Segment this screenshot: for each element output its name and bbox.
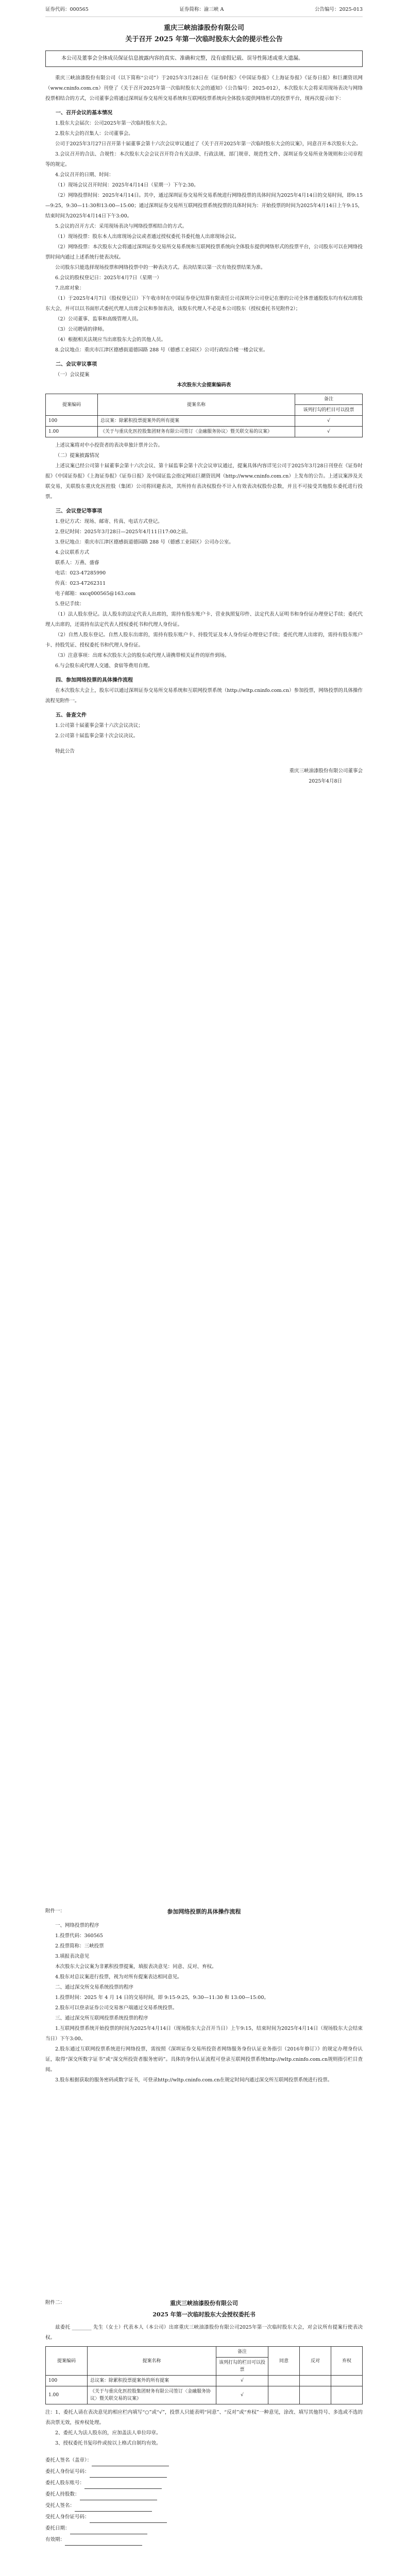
section-item: （2）网络投票时间：2025年4月14日。其中，通过深圳证券交易所交易系统进行网络投票的具体时间为2025年4月14日的交易时间，即9:15—9:25，9:30—11:30和13:00—15:00；通过深圳证券交易所互联网投票系统投票的具体时间为：开始投票的时间为2025年4月14日上午9:15，结束时间为2025年4月14日下午3:00。 bbox=[45, 193, 363, 219]
section-heading: 三、会议登记等事项 bbox=[56, 509, 102, 514]
signature-org: 重庆三峡油漆股份有限公司董事会 bbox=[289, 768, 363, 774]
table-row bbox=[46, 416, 363, 427]
field-blank[interactable] bbox=[84, 2482, 162, 2489]
proxy-note: 3、授权委托书复印件或按以上格式自制均有效。 bbox=[55, 2441, 161, 2446]
procedure-item: 本次股东大会议案为非累积投票提案，填报表决意见：同意、反对、弃权。 bbox=[55, 1964, 217, 1970]
contact-email: 电子邮箱：sxcq000565@163.com bbox=[55, 591, 136, 597]
section-item: 4.会议联系方式 bbox=[55, 550, 90, 555]
field-blank[interactable] bbox=[80, 2494, 157, 2500]
table-header-cell: 备注 bbox=[295, 394, 363, 405]
proxy-vote-table bbox=[45, 2346, 363, 2404]
table-cell: √ bbox=[295, 427, 363, 437]
table-header-cell: 提案编码 bbox=[46, 394, 98, 416]
section-item: （4）根据相关法规应当出席股东大会的其他人员。 bbox=[55, 337, 166, 343]
procedure-item: 1.投票代码：360565 bbox=[55, 1933, 103, 1939]
vote-cell-agree[interactable] bbox=[268, 2386, 300, 2404]
table-cell: 100 bbox=[46, 416, 98, 427]
section-item: 8.会议地点：重庆市江津区德感街道德园路 288 号（德感工业园区）公司行政综合楼一楼会议室。 bbox=[55, 347, 268, 353]
table-header-cell: 同意 bbox=[268, 2347, 300, 2376]
field-blank[interactable] bbox=[65, 2539, 142, 2546]
company-title: 重庆三峡油漆股份有限公司 bbox=[163, 24, 244, 32]
section-item: （1）现场会议召开时间：2025年4月14日（星期一）下午2:30。 bbox=[55, 182, 199, 188]
table-header-cell: 备注 bbox=[216, 2347, 268, 2358]
signature-date: 2025年4月8日 bbox=[309, 778, 342, 784]
contact-phone: 电话：023-47285990 bbox=[55, 570, 106, 576]
section-item: 5.会议的召开方式：采用现场表决与网络投票相结合的方式。 bbox=[55, 224, 188, 229]
section-item: 3.登记地点：重庆市江津区德感街道德园路 288 号（德感工业园区）公司办公室。 bbox=[55, 539, 234, 545]
field-label: 委托人持股数： bbox=[45, 2492, 80, 2497]
procedure-item: 1.投票时间：2025 年 4 月 14 日的交易时间，即 9:15-9:25，9:30—11:30 和 13:00—15:00。 bbox=[55, 1995, 269, 2001]
proxy-company-title: 重庆三峡油漆股份有限公司 bbox=[170, 2300, 238, 2307]
section-heading: 五、备查文件 bbox=[56, 713, 87, 718]
field-blank[interactable] bbox=[92, 2460, 169, 2466]
vote-cell-abstain[interactable] bbox=[331, 2386, 363, 2404]
table-header-cell: 提案名称 bbox=[98, 394, 295, 416]
table-row bbox=[46, 427, 363, 437]
section-item: （1）法人股东登记。法人股东的法定代表人出席的，需持有股东账户卡、营业执照复印件、法定代表人证明书和身份证办理登记手续；委托代理人出席的，还需持有法定代表人授权委托书和代理人身份证。 bbox=[45, 612, 363, 628]
proxy-field bbox=[45, 2455, 363, 2466]
contact-person: 联系人：万燕、盛睿 bbox=[55, 560, 99, 566]
proxy-form-title: 2025 年第一次临时股东大会授权委托书 bbox=[152, 2311, 256, 2318]
field-blank[interactable] bbox=[70, 2528, 147, 2534]
attachment-title: 参加网络投票的具体操作流程 bbox=[167, 1908, 241, 1915]
vote-cell-agree[interactable] bbox=[268, 2376, 300, 2386]
attachment-one bbox=[45, 1906, 363, 2086]
vote-cell-against[interactable] bbox=[300, 2386, 331, 2404]
field-label: 委托人签名（盖章）： bbox=[45, 2458, 92, 2463]
section-item: 7.出席对象： bbox=[55, 285, 84, 291]
field-label: 委托日期： bbox=[45, 2526, 70, 2531]
proposal-table bbox=[45, 394, 363, 437]
notice-number: 公告编号：2025-013 bbox=[314, 7, 363, 12]
disclaimer-box: 本公司及董事会全体成员保证信息披露内容的真实、准确和完整，没有虚假记载、误导性陈述或重大遗漏。 bbox=[45, 50, 363, 67]
proxy-paragraph: 兹委托 ________ 先生（女士）代表本人（本公司）出席重庆三峡油漆股份有限公司2025年第一次临时股东大会，对会议所有提案行使表决权。 bbox=[45, 2325, 363, 2341]
procedure-item: 3.股东根据获取的服务密码或数字证书，可登录http://wltp.cninfo.com.cn在规定时间内通过深交所互联网投票系统进行投票。 bbox=[55, 2077, 333, 2083]
procedure-item: 2.股东通过互联网投票系统进行网络投票，需按照《深圳证券交易所投资者网络服务身份认证业务指引（2016年修订）》的规定办理身份认证，取得“深交所数字证书”或“深交所投资者服务密码”。具体的身份认证流程可登录互联网投票系统http://wltp.cninfo.com.cn规则指引栏目查阅。 bbox=[45, 2046, 363, 2073]
section-item: （2）自然人股东登记。自然人股东出席的，需持有股东账户卡、持股凭证及本人身份证办理登记手续；委托代理人出席的，需持有股东账户卡、持股凭证、授权委托书和代理人身份证。 bbox=[45, 632, 363, 648]
table-header-cell: 该列打勾的栏目可以投票 bbox=[295, 405, 363, 416]
section-item: （3）注意事项：出席本次股东大会的股东或代理人请携带相关证件的原件到场。 bbox=[55, 653, 230, 658]
procedure-item: 1.互联网投票系统开始投票的时间为2025年4月14日（现场股东大会召开当日）上午9:15，结束时间为2025年4月14日（现场股东大会结束当日）下午3:00。 bbox=[45, 2026, 363, 2042]
section-heading: 四、参加网络投票的具体操作流程 bbox=[56, 677, 133, 683]
notice-title: 关于召开 2025 年第一次临时股东大会的提示性公告 bbox=[125, 36, 283, 43]
section-item: （1）于2025年4月7日（股权登记日）下午收市时在中国证券登记结算有限责任公司深圳分公司登记在册的公司全体普通股股东均有权出席股东大会，并可以以书面形式委托代理人出席会议和参加表决，该股东代理人不必是本公司股东（授权委托书见附件2）； bbox=[45, 296, 363, 312]
proxy-field bbox=[45, 2512, 363, 2523]
field-blank[interactable] bbox=[90, 2471, 167, 2478]
section-item: 1.股东大会届次：公司2025年第一次临时股东大会。 bbox=[55, 121, 171, 126]
field-label: 受托人身份证号码： bbox=[45, 2514, 90, 2520]
field-label: 有效期： bbox=[45, 2537, 65, 2543]
stock-short-name: 证券简称：渝三峡 A bbox=[179, 7, 224, 12]
proxy-field bbox=[45, 2500, 363, 2512]
table-header-cell: 反对 bbox=[300, 2347, 331, 2376]
procedure-item: 二、通过深交所交易系统投票的程序 bbox=[55, 1985, 134, 1990]
table-note: 上述议案将对中小投资者的表决单独计票并公告。 bbox=[55, 443, 163, 448]
contact-fax: 传真：023-47262311 bbox=[55, 581, 106, 586]
table-cell: 总议案：除累积投票提案外的所有提案 bbox=[98, 416, 295, 427]
section-item: 4.会议召开的日期、时间： bbox=[55, 172, 114, 178]
proxy-note: 注：1、委托人请在表决意见的相应栏内填写“○”或“√”，投票人只能表明“同意”、“反对”或“弃权”一种意见，涂改、填写其他符号、多选或不选的表决票无效，按弃权处理。 bbox=[45, 2410, 363, 2426]
main-notice bbox=[45, 23, 363, 787]
section-item: 1.登记方式：现场、邮寄、传真、电话方式登记。 bbox=[55, 519, 163, 524]
vote-cell-against[interactable] bbox=[300, 2376, 331, 2386]
disclosure-paragraph: 上述议案已经公司第十届董事会第十六次会议、第十届监事会第十次会议审议通过，提案具体内容详见公司于2025年3月28日刊登在《证券时报》《中国证券报》《上海证券报》《证券日报》及中国证监会指定网站巨潮资讯网（http://www.cninfo.com.cn）上发布的公告。上述议案涉及关联交易，关联股东重庆化医控股（集团）公司将回避表决，其所持有表决权股份不计入有效表决权股份总数，并且不可接受其他股东委托进行投票。 bbox=[45, 463, 363, 500]
field-label: 委托人身份证号码： bbox=[45, 2469, 90, 2475]
table-cell: 《关于与重庆化医控股集团财务有限公司签订〈金融服务协议〉暨关联交易的议案》 bbox=[88, 2386, 216, 2404]
attachment-label: 附件一： bbox=[45, 1908, 65, 1914]
table-cell: √ bbox=[216, 2376, 268, 2386]
table-cell: 1.00 bbox=[46, 427, 98, 437]
proxy-note: 2、委托人为法人股东的，应加盖法人单位印章。 bbox=[55, 2430, 161, 2436]
table-cell: 《关于与重庆化医控股集团财务有限公司签订〈金融服务协议〉暨关联交易的议案》 bbox=[98, 427, 295, 437]
proxy-fields bbox=[45, 2455, 363, 2546]
table-cell: √ bbox=[216, 2386, 268, 2404]
section-item: （3）公司聘请的律师。 bbox=[55, 327, 108, 332]
table-header-cell: 弃权 bbox=[331, 2347, 363, 2376]
table-cell: √ bbox=[295, 416, 363, 427]
closing-text: 特此公告 bbox=[55, 749, 75, 754]
stock-code: 证券代码：000565 bbox=[45, 7, 89, 12]
table-header-cell: 提案名称 bbox=[88, 2347, 216, 2376]
table-header-row bbox=[46, 394, 363, 405]
table-cell: 1.00 bbox=[46, 2386, 88, 2404]
procedure-item: 3.填报表决意见 bbox=[55, 1954, 90, 1959]
section-item: 2.股东大会的召集人：公司董事会。 bbox=[55, 131, 133, 137]
section-item: 2.登记时间：2025年3月28日—2025年4月11日17:00之前。 bbox=[55, 529, 191, 535]
section-item: （2）公司董事、监事和高级管理人员。 bbox=[55, 316, 142, 322]
procedure-item: 一、网络投票的程序 bbox=[55, 1923, 99, 1928]
proxy-field bbox=[45, 2466, 363, 2478]
field-blank[interactable] bbox=[75, 2505, 152, 2512]
section-item: （1）现场投票：股东本人出席现场会议或者通过授权委托书委托他人出席现场会议。 bbox=[55, 234, 240, 240]
field-label: 受托人签名： bbox=[45, 2503, 75, 2509]
procedure-item: 2.股东可以登录证券公司交易客户端通过交易系统投票。 bbox=[55, 2005, 178, 2011]
intro-paragraph: 重庆三峡油漆股份有限公司（以下简称“公司”）于2025年3月28日在《证券时报》《中国证券报》《上海证券报》《证券日报》和巨潮资讯网（www.cninfo.com.cn）刊登了《关于召开2025年第一次临时股东大会的通知》（公告编号：2025-012），本次股东大会将采用现场表决与网络投票相结合的方式，公司董事会将通过深圳证券交易所交易系统和互联网投票系统向全体股东提供网络形式的投票平台，现再次提示如下： bbox=[45, 75, 363, 101]
section-heading: 一、召开会议的基本情况 bbox=[56, 110, 112, 116]
section-item: 公司于2025年3月27日召开第十届董事会第十六次会议审议通过了《关于召开2025年第一次临时股东大会的议案》，同意召开本次股东大会。 bbox=[55, 141, 361, 147]
vote-cell-abstain[interactable] bbox=[331, 2376, 363, 2386]
section-item: 5.登记手续： bbox=[55, 601, 84, 607]
section-heading: 二、会议审议事项 bbox=[56, 362, 97, 367]
subsection-heading: （一）会议提案 bbox=[55, 372, 90, 378]
section-item: 公司股东只能选择现场投票和网络投票中的一种表决方式。表决结果以第一次有效投票结果为准。 bbox=[55, 265, 266, 270]
reference-item: 1.公司第十届董事会第十六次会议决议； bbox=[55, 723, 143, 728]
section-item: 6.与会股东或代理人交通、食宿等费用自理。 bbox=[55, 663, 153, 669]
attachment-label: 附件二： bbox=[45, 2300, 65, 2306]
table-header-row bbox=[46, 2347, 363, 2358]
table-row bbox=[46, 2386, 363, 2404]
proxy-field bbox=[45, 2489, 363, 2500]
proxy-field bbox=[45, 2534, 363, 2546]
section-item: （2）网络投票：本次股东大会将通过深圳证券交易所交易系统和互联网投票系统向全体股东提供网络形式的投票平台，公司股东可以在网络投票时间内通过上述系统行使表决权。 bbox=[45, 244, 363, 260]
table-cell: 总议案：除累积投票提案外的所有提案 bbox=[88, 2376, 216, 2386]
procedure-item: 4.股东对总议案进行投票，视为对所有提案表达相同意见。 bbox=[55, 1974, 182, 1980]
section-item: 6.会议的股权登记日：2025年4月7日（星期一） bbox=[55, 275, 162, 281]
document-header bbox=[45, 1, 363, 17]
procedure-item: 2.投票简称：三峡投票 bbox=[55, 1943, 104, 1949]
table-caption: 本次股东大会提案编码表 bbox=[177, 382, 231, 388]
proxy-field bbox=[45, 2523, 363, 2534]
table-row bbox=[46, 2376, 363, 2386]
proxy-field bbox=[45, 2478, 363, 2489]
attachment-two bbox=[45, 2298, 363, 2546]
table-header-cell: 该列打勾的栏目可以投票 bbox=[216, 2358, 268, 2376]
section-item: 3.会议召开的合法、合规性：本次股东大会会议召开符合有关法律、行政法规、部门规章、规范性文件、深圳证券交易所业务规则和公司章程等的规定。 bbox=[45, 151, 363, 167]
table-header-cell: 提案编码 bbox=[46, 2347, 88, 2376]
table-cell: 100 bbox=[46, 2376, 88, 2386]
procedure-item: 三、通过深交所互联网投票系统投票的程序 bbox=[55, 2015, 148, 2021]
section-paragraph: 在本次股东大会上，股东可以通过深圳证券交易所交易系统和互联网投票系统（http://wltp.cninfo.com.cn）参加投票，网络投票的具体操作流程见附件一。 bbox=[45, 688, 363, 704]
subsection-heading: （二）提案披露情况 bbox=[55, 453, 99, 459]
field-label: 委托人股东账号： bbox=[45, 2480, 85, 2486]
reference-item: 2.公司第十届监事会第十次会议决议。 bbox=[55, 733, 139, 739]
field-blank[interactable] bbox=[90, 2516, 167, 2523]
